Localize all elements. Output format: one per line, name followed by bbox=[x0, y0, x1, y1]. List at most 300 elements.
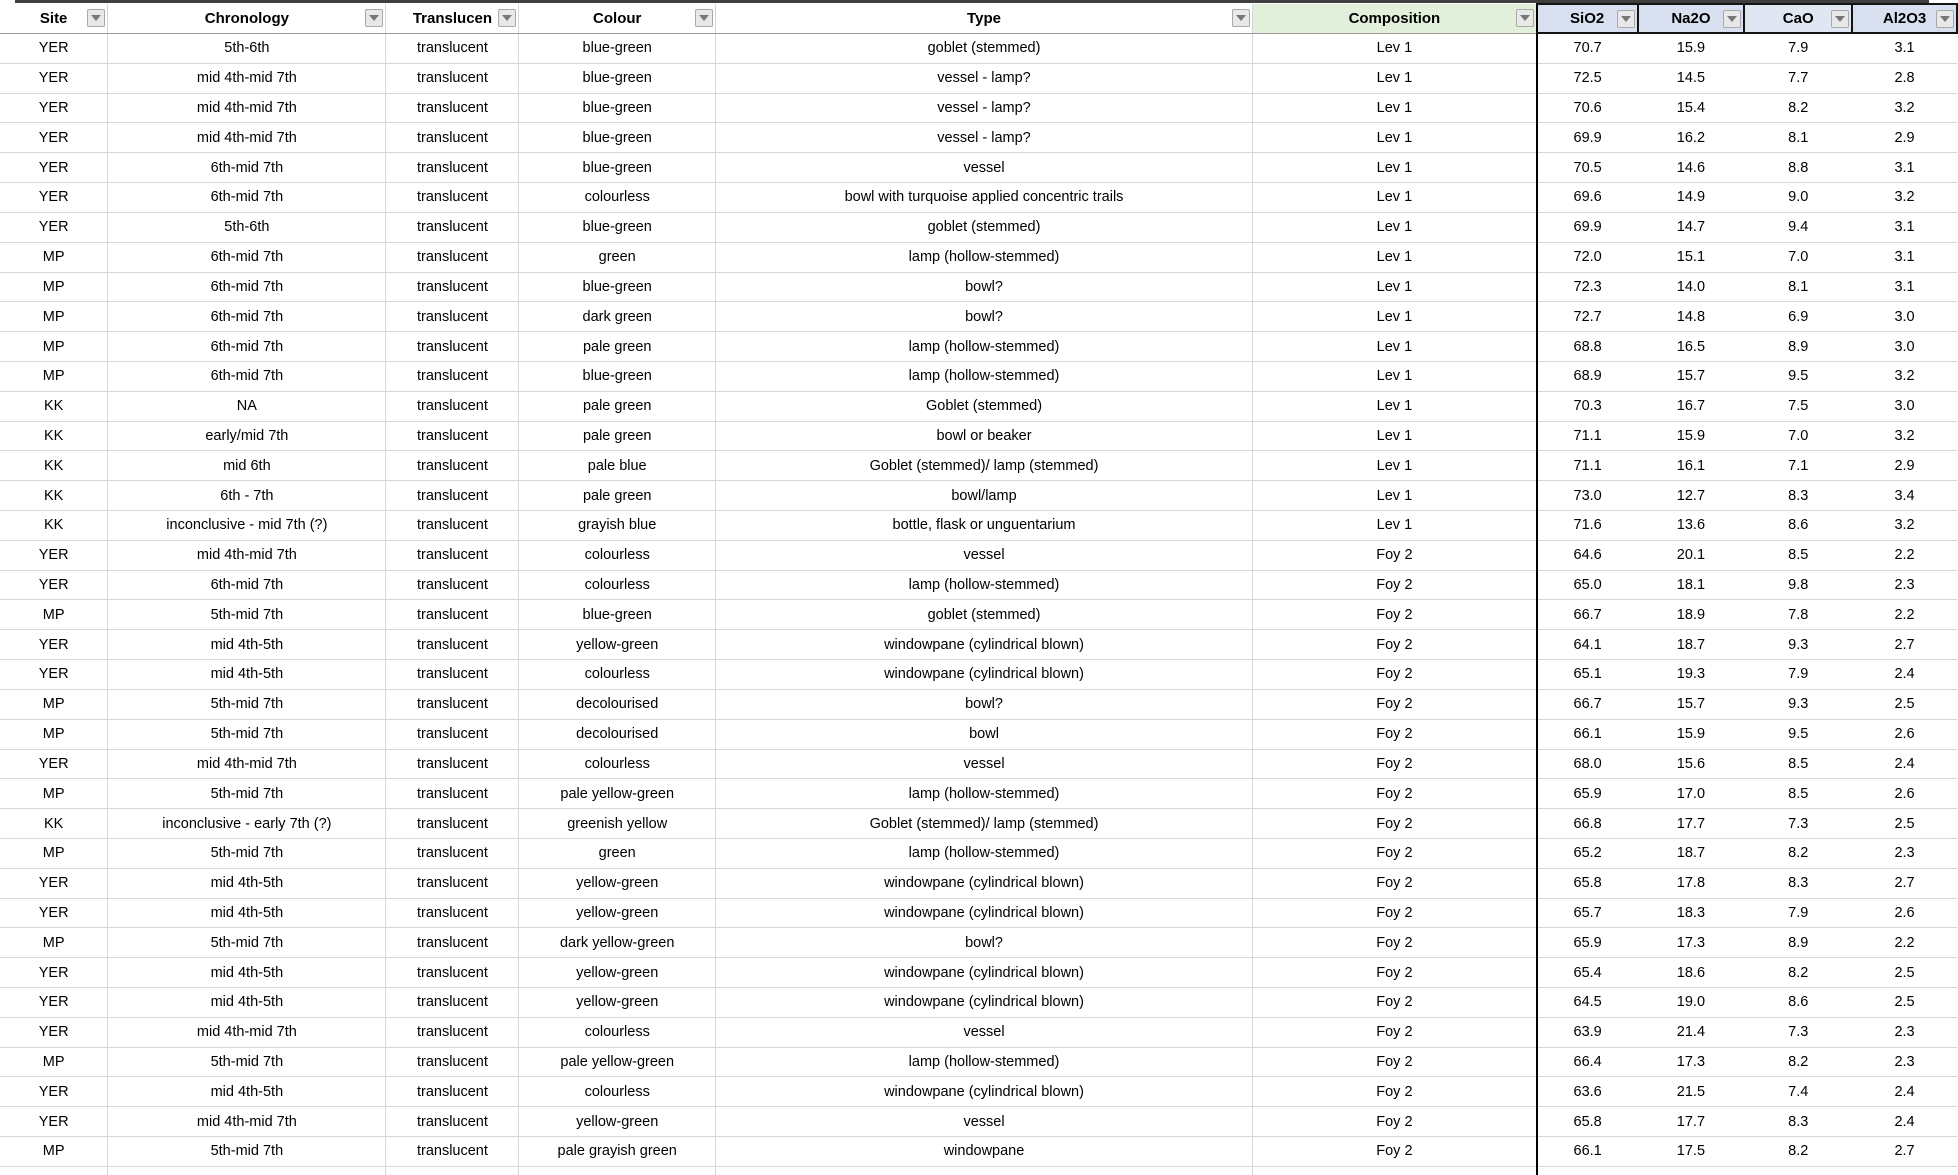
filter-button-colour[interactable] bbox=[695, 9, 713, 27]
filter-button-na2o[interactable] bbox=[1723, 10, 1741, 28]
cell-site[interactable]: MP bbox=[0, 689, 108, 719]
cell-type[interactable]: vessel bbox=[715, 1017, 1252, 1047]
cell-sio2[interactable]: 65.8 bbox=[1537, 1107, 1638, 1137]
column-header-na2o[interactable] bbox=[1638, 4, 1745, 33]
cell-type[interactable]: lamp (hollow-stemmed) bbox=[715, 838, 1252, 868]
cell-na2o[interactable]: 18.1 bbox=[1638, 570, 1745, 600]
cell-al2o3[interactable]: 3.1 bbox=[1852, 212, 1957, 242]
cell-na2o[interactable]: 16.2 bbox=[1638, 123, 1745, 153]
cell-type[interactable]: windowpane bbox=[715, 1137, 1252, 1167]
cell-na2o[interactable]: 21.4 bbox=[1638, 1017, 1745, 1047]
cell-translucency[interactable]: translucent bbox=[386, 630, 519, 660]
cell-al2o3[interactable]: 2.3 bbox=[1852, 570, 1957, 600]
cell-site[interactable]: YER bbox=[0, 1077, 108, 1107]
cell-composition[interactable]: Foy 2 bbox=[1253, 1047, 1537, 1077]
cell-colour[interactable]: decolourised bbox=[519, 689, 716, 719]
cell-composition[interactable]: Lev 1 bbox=[1253, 451, 1537, 481]
cell-sio2[interactable]: 70.7 bbox=[1537, 33, 1638, 63]
cell-sio2[interactable]: 65.9 bbox=[1537, 928, 1638, 958]
column-header-al2o3[interactable] bbox=[1852, 4, 1957, 33]
cell-chronology[interactable]: mid 6th bbox=[108, 451, 386, 481]
filter-button-type[interactable] bbox=[1232, 9, 1250, 27]
cell-al2o3[interactable]: 3.2 bbox=[1852, 421, 1957, 451]
cell-chronology[interactable]: mid 4th-mid 7th bbox=[108, 749, 386, 779]
cell-site[interactable]: YER bbox=[0, 898, 108, 928]
cell-na2o[interactable]: 16.7 bbox=[1638, 391, 1745, 421]
cell-site[interactable]: YER bbox=[0, 630, 108, 660]
cell-na2o[interactable]: 17.3 bbox=[1638, 1047, 1745, 1077]
cell-type[interactable]: bottle, flask or unguentarium bbox=[715, 511, 1252, 541]
cell-cao[interactable]: 7.9 bbox=[1744, 898, 1852, 928]
cell-site[interactable]: MP bbox=[0, 838, 108, 868]
cell-sio2[interactable]: 70.3 bbox=[1537, 391, 1638, 421]
cell-translucency[interactable]: translucent bbox=[386, 660, 519, 690]
cell-na2o[interactable]: 12.7 bbox=[1638, 481, 1745, 511]
cell-type[interactable]: bowl with turquoise applied concentric trails bbox=[715, 183, 1252, 213]
cell-chronology[interactable]: 5th-mid 7th bbox=[108, 689, 386, 719]
cell-cao[interactable]: 8.6 bbox=[1744, 988, 1852, 1018]
filter-button-translucency[interactable] bbox=[498, 9, 516, 27]
cell-sio2[interactable]: 69.6 bbox=[1537, 183, 1638, 213]
cell-site[interactable]: YER bbox=[0, 868, 108, 898]
cell-type[interactable]: windowpane (cylindrical blown) bbox=[715, 958, 1252, 988]
cell-chronology[interactable]: 6th-mid 7th bbox=[108, 570, 386, 600]
cell-chronology[interactable]: 5th-6th bbox=[108, 212, 386, 242]
cell-cao[interactable]: 7.3 bbox=[1744, 809, 1852, 839]
cell-al2o3[interactable]: 3.1 bbox=[1852, 33, 1957, 63]
cell-composition[interactable]: Foy 2 bbox=[1253, 809, 1537, 839]
cell-site[interactable]: MP bbox=[0, 361, 108, 391]
cell-sio2[interactable]: 66.7 bbox=[1537, 600, 1638, 630]
cell-na2o[interactable]: 14.7 bbox=[1638, 212, 1745, 242]
cell-sio2[interactable]: 69.9 bbox=[1537, 212, 1638, 242]
filter-button-sio2[interactable] bbox=[1617, 10, 1635, 28]
cell-al2o3[interactable]: 3.1 bbox=[1852, 242, 1957, 272]
cell-type[interactable]: windowpane (cylindrical blown) bbox=[715, 898, 1252, 928]
cell-composition[interactable]: Lev 1 bbox=[1253, 63, 1537, 93]
cell-cao[interactable]: 8.9 bbox=[1744, 928, 1852, 958]
cell-type[interactable]: Goblet (stemmed) bbox=[715, 391, 1252, 421]
cell-sio2[interactable]: 72.7 bbox=[1537, 302, 1638, 332]
cell-translucency[interactable]: translucent bbox=[386, 183, 519, 213]
cell-site[interactable]: MP bbox=[0, 272, 108, 302]
cell-chronology[interactable]: mid 4th-mid 7th bbox=[108, 1107, 386, 1137]
cell-colour[interactable]: yellow-green bbox=[519, 868, 716, 898]
cell-cao[interactable]: 9.5 bbox=[1744, 719, 1852, 749]
cell-site[interactable]: MP bbox=[0, 1137, 108, 1167]
cell-translucency[interactable]: translucent bbox=[386, 1107, 519, 1137]
cell-na2o[interactable]: 13.6 bbox=[1638, 511, 1745, 541]
cell-type[interactable]: vessel - lamp? bbox=[715, 63, 1252, 93]
cell-chronology[interactable]: 5th-6th bbox=[108, 33, 386, 63]
cell-composition[interactable]: Foy 2 bbox=[1253, 1137, 1537, 1167]
cell-sio2[interactable]: 65.0 bbox=[1537, 570, 1638, 600]
cell-colour[interactable]: colourless bbox=[519, 1077, 716, 1107]
cell-cao[interactable]: 8.1 bbox=[1744, 272, 1852, 302]
cell-colour[interactable]: pale green bbox=[519, 481, 716, 511]
cell-type[interactable]: vessel - lamp? bbox=[715, 123, 1252, 153]
cell-na2o[interactable] bbox=[1638, 1166, 1745, 1175]
cell-colour[interactable]: yellow-green bbox=[519, 630, 716, 660]
cell-composition[interactable]: Lev 1 bbox=[1253, 212, 1537, 242]
cell-cao[interactable]: 7.1 bbox=[1744, 451, 1852, 481]
cell-al2o3[interactable]: 2.4 bbox=[1852, 1077, 1957, 1107]
cell-site[interactable]: YER bbox=[0, 153, 108, 183]
cell-translucency[interactable]: translucent bbox=[386, 1047, 519, 1077]
cell-translucency[interactable]: translucent bbox=[386, 898, 519, 928]
cell-al2o3[interactable]: 2.3 bbox=[1852, 1047, 1957, 1077]
cell-composition[interactable]: Lev 1 bbox=[1253, 332, 1537, 362]
cell-sio2[interactable]: 70.6 bbox=[1537, 93, 1638, 123]
cell-chronology[interactable]: 5th-mid 7th bbox=[108, 838, 386, 868]
cell-type[interactable]: vessel bbox=[715, 153, 1252, 183]
cell-sio2[interactable]: 66.1 bbox=[1537, 719, 1638, 749]
cell-colour[interactable]: decolourised bbox=[519, 719, 716, 749]
cell-translucency[interactable]: translucent bbox=[386, 33, 519, 63]
cell-sio2[interactable]: 65.8 bbox=[1537, 868, 1638, 898]
cell-composition[interactable]: Lev 1 bbox=[1253, 93, 1537, 123]
cell-colour[interactable]: green bbox=[519, 838, 716, 868]
cell-composition[interactable]: Foy 2 bbox=[1253, 868, 1537, 898]
cell-na2o[interactable]: 15.9 bbox=[1638, 421, 1745, 451]
cell-site[interactable]: MP bbox=[0, 332, 108, 362]
cell-chronology[interactable]: 6th-mid 7th bbox=[108, 242, 386, 272]
cell-colour[interactable]: pale grayish green bbox=[519, 1137, 716, 1167]
cell-composition[interactable]: Lev 1 bbox=[1253, 242, 1537, 272]
filter-button-cao[interactable] bbox=[1831, 10, 1849, 28]
cell-composition[interactable]: Foy 2 bbox=[1253, 660, 1537, 690]
cell-colour[interactable]: blue-green bbox=[519, 600, 716, 630]
cell-cao[interactable]: 7.7 bbox=[1744, 63, 1852, 93]
cell-chronology[interactable]: NA bbox=[108, 391, 386, 421]
cell-colour[interactable]: yellow-green bbox=[519, 958, 716, 988]
cell-colour[interactable]: colourless bbox=[519, 540, 716, 570]
cell-type[interactable]: vessel bbox=[715, 749, 1252, 779]
cell-al2o3[interactable]: 2.8 bbox=[1852, 63, 1957, 93]
cell-type[interactable]: bowl? bbox=[715, 302, 1252, 332]
cell-site[interactable]: MP bbox=[0, 779, 108, 809]
cell-translucency[interactable]: translucent bbox=[386, 958, 519, 988]
cell-cao[interactable]: 9.8 bbox=[1744, 570, 1852, 600]
cell-chronology[interactable]: 5th-mid 7th bbox=[108, 1047, 386, 1077]
cell-site[interactable]: KK bbox=[0, 511, 108, 541]
cell-al2o3[interactable]: 3.0 bbox=[1852, 302, 1957, 332]
cell-chronology[interactable]: mid 4th-5th bbox=[108, 1077, 386, 1107]
cell-composition[interactable]: Foy 2 bbox=[1253, 958, 1537, 988]
cell-sio2[interactable]: 68.9 bbox=[1537, 361, 1638, 391]
cell-al2o3[interactable]: 3.4 bbox=[1852, 481, 1957, 511]
cell-composition[interactable]: Foy 2 bbox=[1253, 928, 1537, 958]
cell-colour[interactable]: blue-green bbox=[519, 63, 716, 93]
cell-al2o3[interactable]: 3.1 bbox=[1852, 153, 1957, 183]
cell-chronology[interactable]: 5th-mid 7th bbox=[108, 928, 386, 958]
cell-cao[interactable]: 8.2 bbox=[1744, 838, 1852, 868]
cell-chronology[interactable]: 5th-mid 7th bbox=[108, 1137, 386, 1167]
cell-cao[interactable]: 8.2 bbox=[1744, 1137, 1852, 1167]
cell-translucency[interactable]: translucent bbox=[386, 123, 519, 153]
cell-al2o3[interactable]: 2.9 bbox=[1852, 451, 1957, 481]
cell-na2o[interactable]: 19.0 bbox=[1638, 988, 1745, 1018]
cell-sio2[interactable]: 72.5 bbox=[1537, 63, 1638, 93]
cell-na2o[interactable]: 14.5 bbox=[1638, 63, 1745, 93]
cell-translucency[interactable]: translucent bbox=[386, 511, 519, 541]
cell-al2o3[interactable]: 3.2 bbox=[1852, 361, 1957, 391]
cell-composition[interactable]: Foy 2 bbox=[1253, 600, 1537, 630]
cell-composition[interactable]: Lev 1 bbox=[1253, 481, 1537, 511]
cell-site[interactable]: KK bbox=[0, 481, 108, 511]
cell-na2o[interactable]: 18.3 bbox=[1638, 898, 1745, 928]
cell-sio2[interactable]: 65.4 bbox=[1537, 958, 1638, 988]
cell-al2o3[interactable]: 2.9 bbox=[1852, 123, 1957, 153]
cell-cao[interactable]: 8.3 bbox=[1744, 481, 1852, 511]
cell-site[interactable]: MP bbox=[0, 600, 108, 630]
cell-colour[interactable]: pale green bbox=[519, 391, 716, 421]
cell-type[interactable]: goblet (stemmed) bbox=[715, 212, 1252, 242]
cell-colour[interactable]: blue-green bbox=[519, 93, 716, 123]
cell-cao[interactable]: 7.9 bbox=[1744, 33, 1852, 63]
cell-chronology[interactable]: 5th-mid 7th bbox=[108, 600, 386, 630]
cell-na2o[interactable]: 14.8 bbox=[1638, 302, 1745, 332]
cell-chronology[interactable] bbox=[108, 1166, 386, 1175]
cell-composition[interactable]: Foy 2 bbox=[1253, 988, 1537, 1018]
cell-cao[interactable]: 8.9 bbox=[1744, 332, 1852, 362]
cell-colour[interactable]: blue-green bbox=[519, 361, 716, 391]
cell-sio2[interactable]: 70.5 bbox=[1537, 153, 1638, 183]
cell-al2o3[interactable]: 3.1 bbox=[1852, 272, 1957, 302]
cell-type[interactable]: windowpane (cylindrical blown) bbox=[715, 868, 1252, 898]
cell-chronology[interactable]: mid 4th-5th bbox=[108, 630, 386, 660]
cell-colour[interactable]: blue-green bbox=[519, 33, 716, 63]
cell-al2o3[interactable]: 3.2 bbox=[1852, 93, 1957, 123]
cell-site[interactable]: MP bbox=[0, 1047, 108, 1077]
cell-cao[interactable]: 8.5 bbox=[1744, 749, 1852, 779]
cell-na2o[interactable]: 15.7 bbox=[1638, 361, 1745, 391]
cell-type[interactable]: vessel - lamp? bbox=[715, 93, 1252, 123]
cell-translucency[interactable]: translucent bbox=[386, 779, 519, 809]
cell-chronology[interactable]: inconclusive - mid 7th (?) bbox=[108, 511, 386, 541]
column-header-composition[interactable] bbox=[1253, 4, 1537, 33]
cell-composition[interactable]: Lev 1 bbox=[1253, 511, 1537, 541]
cell-chronology[interactable]: mid 4th-mid 7th bbox=[108, 63, 386, 93]
cell-na2o[interactable]: 18.7 bbox=[1638, 630, 1745, 660]
cell-sio2[interactable]: 72.3 bbox=[1537, 272, 1638, 302]
cell-translucency[interactable]: translucent bbox=[386, 719, 519, 749]
cell-translucency[interactable]: translucent bbox=[386, 928, 519, 958]
cell-composition[interactable]: Foy 2 bbox=[1253, 898, 1537, 928]
cell-al2o3[interactable]: 2.6 bbox=[1852, 719, 1957, 749]
cell-site[interactable]: YER bbox=[0, 63, 108, 93]
cell-na2o[interactable]: 19.3 bbox=[1638, 660, 1745, 690]
cell-cao[interactable]: 9.4 bbox=[1744, 212, 1852, 242]
cell-translucency[interactable]: translucent bbox=[386, 93, 519, 123]
cell-translucency[interactable]: translucent bbox=[386, 451, 519, 481]
cell-al2o3[interactable]: 2.2 bbox=[1852, 928, 1957, 958]
cell-na2o[interactable]: 18.6 bbox=[1638, 958, 1745, 988]
cell-sio2[interactable]: 64.5 bbox=[1537, 988, 1638, 1018]
cell-chronology[interactable]: 6th - 7th bbox=[108, 481, 386, 511]
cell-site[interactable]: KK bbox=[0, 391, 108, 421]
cell-cao[interactable]: 8.3 bbox=[1744, 868, 1852, 898]
cell-type[interactable]: lamp (hollow-stemmed) bbox=[715, 242, 1252, 272]
cell-cao[interactable]: 8.8 bbox=[1744, 153, 1852, 183]
cell-cao[interactable]: 8.3 bbox=[1744, 1107, 1852, 1137]
cell-al2o3[interactable]: 2.4 bbox=[1852, 749, 1957, 779]
cell-colour[interactable]: blue-green bbox=[519, 212, 716, 242]
cell-composition[interactable]: Foy 2 bbox=[1253, 749, 1537, 779]
cell-colour[interactable]: colourless bbox=[519, 749, 716, 779]
cell-al2o3[interactable] bbox=[1852, 1166, 1957, 1175]
cell-cao[interactable] bbox=[1744, 1166, 1852, 1175]
cell-site[interactable] bbox=[0, 1166, 108, 1175]
cell-site[interactable]: YER bbox=[0, 183, 108, 213]
cell-al2o3[interactable]: 3.2 bbox=[1852, 511, 1957, 541]
cell-sio2[interactable]: 69.9 bbox=[1537, 123, 1638, 153]
cell-cao[interactable]: 7.5 bbox=[1744, 391, 1852, 421]
cell-na2o[interactable]: 20.1 bbox=[1638, 540, 1745, 570]
column-header-translucency[interactable] bbox=[386, 4, 519, 33]
cell-composition[interactable]: Lev 1 bbox=[1253, 272, 1537, 302]
cell-al2o3[interactable]: 2.5 bbox=[1852, 958, 1957, 988]
cell-na2o[interactable]: 14.9 bbox=[1638, 183, 1745, 213]
cell-site[interactable]: YER bbox=[0, 988, 108, 1018]
cell-cao[interactable]: 8.2 bbox=[1744, 958, 1852, 988]
cell-colour[interactable]: yellow-green bbox=[519, 1107, 716, 1137]
cell-chronology[interactable]: mid 4th-5th bbox=[108, 988, 386, 1018]
cell-chronology[interactable]: 6th-mid 7th bbox=[108, 361, 386, 391]
cell-sio2[interactable]: 66.8 bbox=[1537, 809, 1638, 839]
cell-al2o3[interactable]: 2.6 bbox=[1852, 779, 1957, 809]
cell-type[interactable]: bowl or beaker bbox=[715, 421, 1252, 451]
cell-chronology[interactable]: 6th-mid 7th bbox=[108, 153, 386, 183]
cell-sio2[interactable]: 65.2 bbox=[1537, 838, 1638, 868]
cell-translucency[interactable]: translucent bbox=[386, 242, 519, 272]
cell-colour[interactable]: blue-green bbox=[519, 272, 716, 302]
cell-cao[interactable]: 6.9 bbox=[1744, 302, 1852, 332]
cell-site[interactable]: KK bbox=[0, 809, 108, 839]
cell-composition[interactable]: Foy 2 bbox=[1253, 630, 1537, 660]
cell-composition[interactable]: Foy 2 bbox=[1253, 1107, 1537, 1137]
cell-type[interactable]: vessel bbox=[715, 540, 1252, 570]
cell-na2o[interactable]: 15.4 bbox=[1638, 93, 1745, 123]
cell-colour[interactable]: greenish yellow bbox=[519, 809, 716, 839]
cell-chronology[interactable]: mid 4th-5th bbox=[108, 958, 386, 988]
cell-colour[interactable]: yellow-green bbox=[519, 988, 716, 1018]
cell-site[interactable]: YER bbox=[0, 1017, 108, 1047]
cell-sio2[interactable]: 66.1 bbox=[1537, 1137, 1638, 1167]
cell-al2o3[interactable]: 2.5 bbox=[1852, 809, 1957, 839]
cell-cao[interactable]: 7.8 bbox=[1744, 600, 1852, 630]
cell-na2o[interactable]: 17.8 bbox=[1638, 868, 1745, 898]
cell-sio2[interactable] bbox=[1537, 1166, 1638, 1175]
cell-site[interactable]: YER bbox=[0, 749, 108, 779]
cell-composition[interactable]: Foy 2 bbox=[1253, 779, 1537, 809]
cell-composition[interactable]: Foy 2 bbox=[1253, 540, 1537, 570]
cell-cao[interactable]: 7.0 bbox=[1744, 421, 1852, 451]
cell-site[interactable]: YER bbox=[0, 660, 108, 690]
cell-na2o[interactable]: 15.6 bbox=[1638, 749, 1745, 779]
cell-chronology[interactable]: mid 4th-mid 7th bbox=[108, 1017, 386, 1047]
cell-site[interactable]: MP bbox=[0, 928, 108, 958]
cell-composition[interactable]: Foy 2 bbox=[1253, 838, 1537, 868]
filter-button-composition[interactable] bbox=[1516, 9, 1534, 27]
cell-translucency[interactable]: translucent bbox=[386, 838, 519, 868]
cell-chronology[interactable]: mid 4th-5th bbox=[108, 898, 386, 928]
cell-type[interactable]: goblet (stemmed) bbox=[715, 600, 1252, 630]
cell-sio2[interactable]: 63.6 bbox=[1537, 1077, 1638, 1107]
column-header-cao[interactable] bbox=[1744, 4, 1852, 33]
cell-al2o3[interactable]: 2.3 bbox=[1852, 838, 1957, 868]
cell-translucency[interactable]: translucent bbox=[386, 988, 519, 1018]
cell-type[interactable]: bowl/lamp bbox=[715, 481, 1252, 511]
column-header-sio2[interactable] bbox=[1537, 4, 1638, 33]
cell-colour[interactable] bbox=[519, 1166, 716, 1175]
cell-site[interactable]: YER bbox=[0, 123, 108, 153]
cell-colour[interactable]: pale blue bbox=[519, 451, 716, 481]
cell-chronology[interactable]: 6th-mid 7th bbox=[108, 272, 386, 302]
cell-na2o[interactable]: 14.0 bbox=[1638, 272, 1745, 302]
cell-translucency[interactable]: translucent bbox=[386, 749, 519, 779]
cell-al2o3[interactable]: 2.7 bbox=[1852, 1137, 1957, 1167]
cell-al2o3[interactable]: 2.2 bbox=[1852, 540, 1957, 570]
cell-chronology[interactable]: 5th-mid 7th bbox=[108, 779, 386, 809]
filter-button-chronology[interactable] bbox=[365, 9, 383, 27]
cell-sio2[interactable]: 68.8 bbox=[1537, 332, 1638, 362]
cell-composition[interactable]: Lev 1 bbox=[1253, 391, 1537, 421]
column-header-colour[interactable] bbox=[519, 4, 716, 33]
cell-translucency[interactable]: translucent bbox=[386, 540, 519, 570]
cell-composition[interactable]: Lev 1 bbox=[1253, 302, 1537, 332]
cell-composition[interactable]: Foy 2 bbox=[1253, 689, 1537, 719]
cell-site[interactable]: YER bbox=[0, 33, 108, 63]
cell-colour[interactable]: pale yellow-green bbox=[519, 1047, 716, 1077]
cell-cao[interactable]: 9.3 bbox=[1744, 630, 1852, 660]
cell-al2o3[interactable]: 2.7 bbox=[1852, 868, 1957, 898]
cell-na2o[interactable]: 15.1 bbox=[1638, 242, 1745, 272]
cell-na2o[interactable]: 15.7 bbox=[1638, 689, 1745, 719]
cell-translucency[interactable]: translucent bbox=[386, 1017, 519, 1047]
cell-site[interactable]: YER bbox=[0, 540, 108, 570]
cell-cao[interactable]: 9.0 bbox=[1744, 183, 1852, 213]
cell-cao[interactable]: 7.3 bbox=[1744, 1017, 1852, 1047]
cell-type[interactable]: lamp (hollow-stemmed) bbox=[715, 779, 1252, 809]
cell-colour[interactable]: colourless bbox=[519, 183, 716, 213]
cell-type[interactable]: bowl bbox=[715, 719, 1252, 749]
cell-al2o3[interactable]: 2.4 bbox=[1852, 660, 1957, 690]
cell-type[interactable]: vessel bbox=[715, 1107, 1252, 1137]
cell-composition[interactable] bbox=[1253, 1166, 1537, 1175]
cell-type[interactable]: windowpane (cylindrical blown) bbox=[715, 988, 1252, 1018]
column-header-chronology[interactable] bbox=[108, 4, 386, 33]
cell-type[interactable]: lamp (hollow-stemmed) bbox=[715, 1047, 1252, 1077]
cell-na2o[interactable]: 17.3 bbox=[1638, 928, 1745, 958]
cell-colour[interactable]: colourless bbox=[519, 570, 716, 600]
cell-translucency[interactable]: translucent bbox=[386, 868, 519, 898]
cell-chronology[interactable]: mid 4th-mid 7th bbox=[108, 93, 386, 123]
cell-na2o[interactable]: 14.6 bbox=[1638, 153, 1745, 183]
cell-sio2[interactable]: 63.9 bbox=[1537, 1017, 1638, 1047]
cell-al2o3[interactable]: 3.0 bbox=[1852, 332, 1957, 362]
cell-cao[interactable]: 7.0 bbox=[1744, 242, 1852, 272]
cell-chronology[interactable]: inconclusive - early 7th (?) bbox=[108, 809, 386, 839]
cell-sio2[interactable]: 66.7 bbox=[1537, 689, 1638, 719]
cell-site[interactable]: KK bbox=[0, 451, 108, 481]
cell-colour[interactable]: green bbox=[519, 242, 716, 272]
cell-sio2[interactable]: 64.1 bbox=[1537, 630, 1638, 660]
cell-al2o3[interactable]: 2.5 bbox=[1852, 988, 1957, 1018]
cell-type[interactable]: windowpane (cylindrical blown) bbox=[715, 1077, 1252, 1107]
cell-na2o[interactable]: 17.5 bbox=[1638, 1137, 1745, 1167]
cell-na2o[interactable]: 21.5 bbox=[1638, 1077, 1745, 1107]
